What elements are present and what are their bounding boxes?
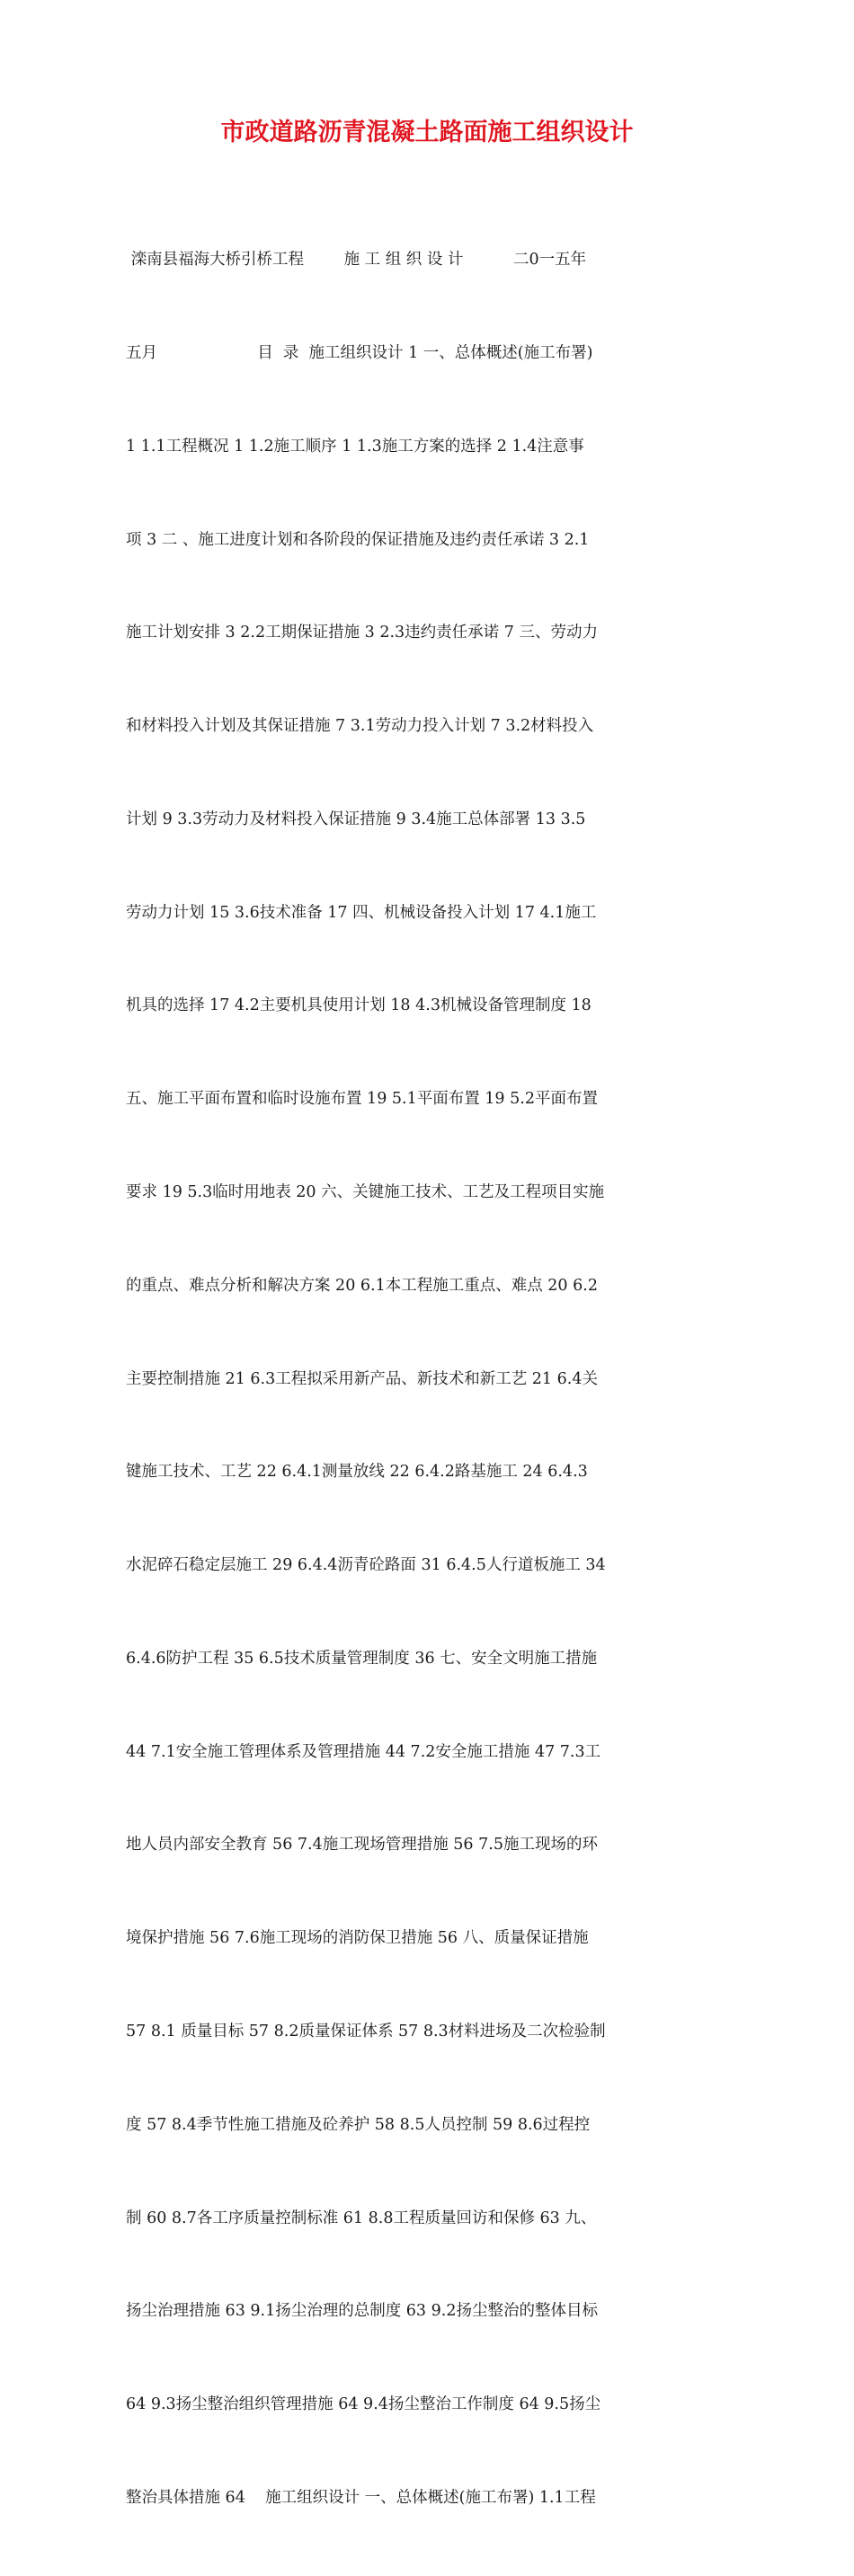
body-line: 1 1.1工程概况 1 1.2施工顺序 1 1.3施工方案的选择 2 1.4注意事 [126,437,584,456]
body-line: 44 7.1安全施工管理体系及管理措施 44 7.2安全施工措施 47 7.3工 [126,1742,601,1761]
body-line: 项 3 二 、施工进度计划和各阶段的保证措施及违约责任承诺 3 2.1 [126,530,590,549]
body-line: 整治具体措施 64 施工组织设计 一、总体概述(施工布署) 1.1工程 [126,2488,596,2507]
body-line: 机具的选择 17 4.2主要机具使用计划 18 4.3机械设备管理制度 18 [126,996,592,1015]
body-line: 制 60 8.7各工序质量控制标准 61 8.8工程质量回访和保修 63 九、 [126,2209,597,2227]
body-line: 64 9.3扬尘整治组织管理措施 64 9.4扬尘整治工作制度 64 9.5扬尘 [126,2395,601,2414]
body-line: 水泥碎石稳定层施工 29 6.4.4沥青砼路面 31 6.4.5人行道板施工 34 [126,1556,606,1575]
body-line: 度 57 8.4季节性施工措施及砼养护 58 8.5人员控制 59 8.6过程控 [126,2115,591,2134]
body-line: 计划 9 3.3劳动力及材料投入保证措施 9 3.4施工总体部署 13 3.5 [126,810,586,828]
body-line: 地人员内部安全教育 56 7.4施工现场管理措施 56 7.5施工现场的环 [126,1836,598,1855]
body-line: 6.4.6防护工程 35 6.5技术质量管理制度 36 七、安全文明施工措施 [126,1649,598,1668]
body-line: 要求 19 5.3临时用地表 20 六、关键施工技术、工艺及工程项目实施 [126,1183,605,1201]
body-line: 五、施工平面布置和临时设施布置 19 5.1平面布置 19 5.2平面布置 [126,1090,598,1109]
body-line: 施工计划安排 3 2.2工期保证措施 3 2.3违约责任承诺 7 三、劳动力 [126,624,598,642]
body-line: 和材料投入计划及其保证措施 7 3.1劳动力投入计划 7 3.2材料投入 [126,717,594,736]
body-line: 键施工技术、工艺 22 6.4.1测量放线 22 6.4.2路基施工 24 6.4.3 [126,1463,588,1482]
document-body [126,182,730,2576]
document-title: 市政道路沥青混凝土路面施工组织设计 [220,119,634,146]
body-line: 主要控制措施 21 6.3工程拟采用新产品、新技术和新工艺 21 6.4关 [126,1369,598,1388]
body-line: 57 8.1 质量目标 57 8.2质量保证体系 57 8.3材料进场及二次检验制 [126,2023,606,2041]
body-line: 五月 目 录 施工组织设计 1 一、总体概述(施工布署) [126,343,593,362]
body-line: 境保护措施 56 7.6施工现场的消防保卫措施 56 八、质量保证措施 [126,1929,589,1948]
body-line: 滦南县福海大桥引桥工程 施 工 组 织 设 计 二0一五年 [126,251,587,270]
body-line: 劳动力计划 15 3.6技术准备 17 四、机械设备投入计划 17 4.1施工 [126,903,597,922]
body-line: 的重点、难点分析和解决方案 20 6.1本工程施工重点、难点 20 6.2 [126,1276,598,1295]
body-line: 扬尘治理措施 63 9.1扬尘治理的总制度 63 9.2扬尘整治的整体目标 [126,2302,598,2321]
